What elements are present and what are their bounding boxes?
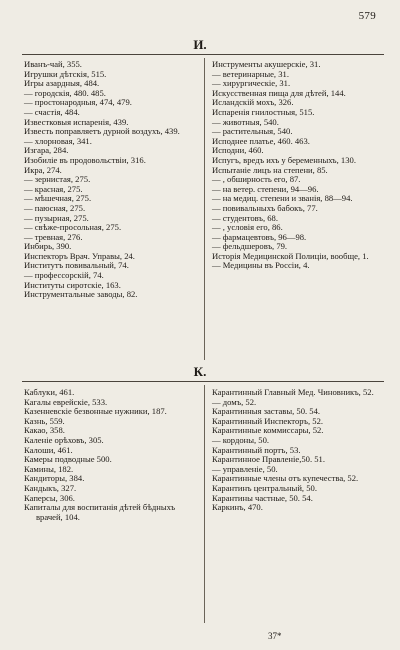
section-letter-i: И. [193, 37, 207, 52]
index-entry: Испаренія гнилостныя, 515. [212, 106, 315, 117]
index-entry: Инструменты акушерскіе, 31. [212, 59, 321, 69]
index-entry: Исподнее платье, 460. 463. [212, 135, 310, 146]
index-entry: — кордоны, 50. [212, 434, 270, 445]
index-entry: Казнь, 559. [24, 415, 65, 426]
index-entry: Карантинное Правленіе,50. 51. [212, 454, 326, 465]
index-entry: Каперсы, 306. [24, 492, 75, 503]
column-divider [204, 385, 205, 623]
index-entry: — зернистая, 275. [24, 174, 91, 185]
index-entry: Карантинныя заставы, 50. 54. [212, 406, 321, 417]
index-entry: Карантинъ центральный, 50. [212, 482, 317, 493]
index-entry: — управленіе, 50. [212, 463, 278, 474]
index-entry: Икра, 274. [24, 164, 62, 175]
index-entry: — фармацевтовъ, 96—98. [212, 231, 307, 242]
index-entry: — тревная, 276. [24, 231, 83, 242]
index-entry: Камеры подводные 500. [24, 454, 112, 465]
index-entry: — хирургическіе, 31. [212, 78, 291, 89]
index-entry: Игры азардныя, 484. [24, 78, 100, 89]
index-entry: Кагалы еврейскіе, 533. [24, 396, 108, 407]
index-entry: Испугъ, вредъ ихъ у беременныхъ, 130. [212, 154, 356, 165]
index-entry: — фельдшеровъ, 79. [212, 241, 288, 252]
index-entry: Капиталы для воспитанія дѣтей бѣдныхъ врачей, 104. [24, 502, 176, 522]
index-entry: Карантинный Инспекторъ, 52. [212, 415, 324, 426]
index-entry: Карантинный портъ, 53. [212, 444, 301, 455]
index-entry: — красная, 275. [24, 183, 83, 194]
page-number: 579 [358, 10, 376, 22]
index-entry: — свѣже-просольная, 275. [24, 222, 122, 233]
index-entry: Известковыя испаренія, 439. [24, 116, 129, 127]
index-entry: — на медиц. степени и званія, 88—94. [212, 193, 353, 204]
index-entry: Карантинные коммиссары, 52. [212, 425, 324, 436]
index-entry: Какао, 358. [24, 425, 65, 436]
section-divider [22, 54, 384, 55]
index-entry: Кандиторы, 384. [24, 473, 85, 484]
index-entry: — счастія, 484. [24, 106, 80, 117]
index-entry: — , обширность его, 87. [212, 174, 301, 185]
index-entry: — хлорновая, 341. [24, 135, 92, 146]
index-entry: — растительныя, 540. [212, 126, 293, 137]
index-entry: Исландскій мохъ, 326. [212, 97, 294, 108]
section-letter-k: К. [193, 364, 207, 379]
section-k-right-column [212, 388, 390, 513]
index-entry: Каблуки, 461. [24, 387, 75, 397]
index-entry: Институты сиротскіе, 163. [24, 279, 121, 290]
section-k-left-column [24, 388, 202, 522]
index-entry: Институтъ повивальный, 74. [24, 260, 129, 271]
index-entry: — паюсная, 275. [24, 202, 86, 213]
index-entry: — на ветер. степени, 94—96. [212, 183, 319, 194]
section-divider [22, 381, 384, 382]
index-entry: Игрушки дѣтскія, 515. [24, 68, 107, 79]
index-entry: — повивальныхъ бабокъ, 77. [212, 202, 318, 213]
index-entry: — студентовъ, 68. [212, 212, 279, 223]
index-entry: — Медицины въ Россіи, 4. [212, 260, 310, 271]
index-entry: — животныя, 540. [212, 116, 279, 127]
index-entry: Известь поправляетъ дурной воздухъ, 439. [24, 126, 180, 137]
index-entry: Изобиліе въ продовольствіи, 316. [24, 154, 146, 165]
index-entry: Изгара, 284. [24, 145, 69, 156]
index-entry: — городскія, 480. 485. [24, 87, 106, 98]
index-entry: — ветеринарные, 31. [212, 68, 289, 79]
section-i-left-column [24, 60, 202, 300]
index-entry: Инспекторъ Врач. Управы, 24. [24, 250, 135, 261]
index-entry: Калоши, 461. [24, 444, 73, 455]
index-entry: Инструментальные заводы, 82. [24, 289, 138, 300]
column-divider [204, 58, 205, 360]
index-entry: Иванъ-чай, 355. [24, 59, 82, 69]
index-entry: Искусственная пища для дѣтей, 144. [212, 87, 346, 98]
index-entry: Казенневскіе безвонные нужники, 187. [24, 406, 167, 417]
index-entry: Каленіе орѣховъ, 305. [24, 434, 104, 445]
index-entry: — профессорскій, 74. [24, 270, 104, 281]
index-entry: — пузырная, 275. [24, 212, 89, 223]
index-entry: Испытаніе лицъ на степени, 85. [212, 164, 328, 175]
index-entry: Исторія Медицинской Полиціи, вообще, 1. [212, 250, 369, 261]
index-entry: — мѣшечная, 275. [24, 193, 92, 204]
index-entry: Исподни, 460. [212, 145, 264, 156]
index-entry: Кандыкъ, 327. [24, 482, 77, 493]
index-entry: — , условія его, 86. [212, 222, 283, 233]
index-entry: Инбирь, 390. [24, 241, 72, 252]
index-entry: Каркинъ, 470. [212, 502, 263, 513]
index-entry: — простонародныя, 474, 479. [24, 97, 132, 108]
index-entry: Карантинный Главный Мед. Чиновникъ, 52. [212, 387, 374, 397]
index-entry: Карантинные члены отъ купечества, 52. [212, 473, 359, 484]
index-entry: — домъ, 52. [212, 396, 257, 407]
index-entry: Карантины частные, 50. 54. [212, 492, 313, 503]
signature-mark: 37* [268, 631, 282, 641]
index-entry: Камины, 182. [24, 463, 74, 474]
section-i-right-column [212, 60, 390, 271]
